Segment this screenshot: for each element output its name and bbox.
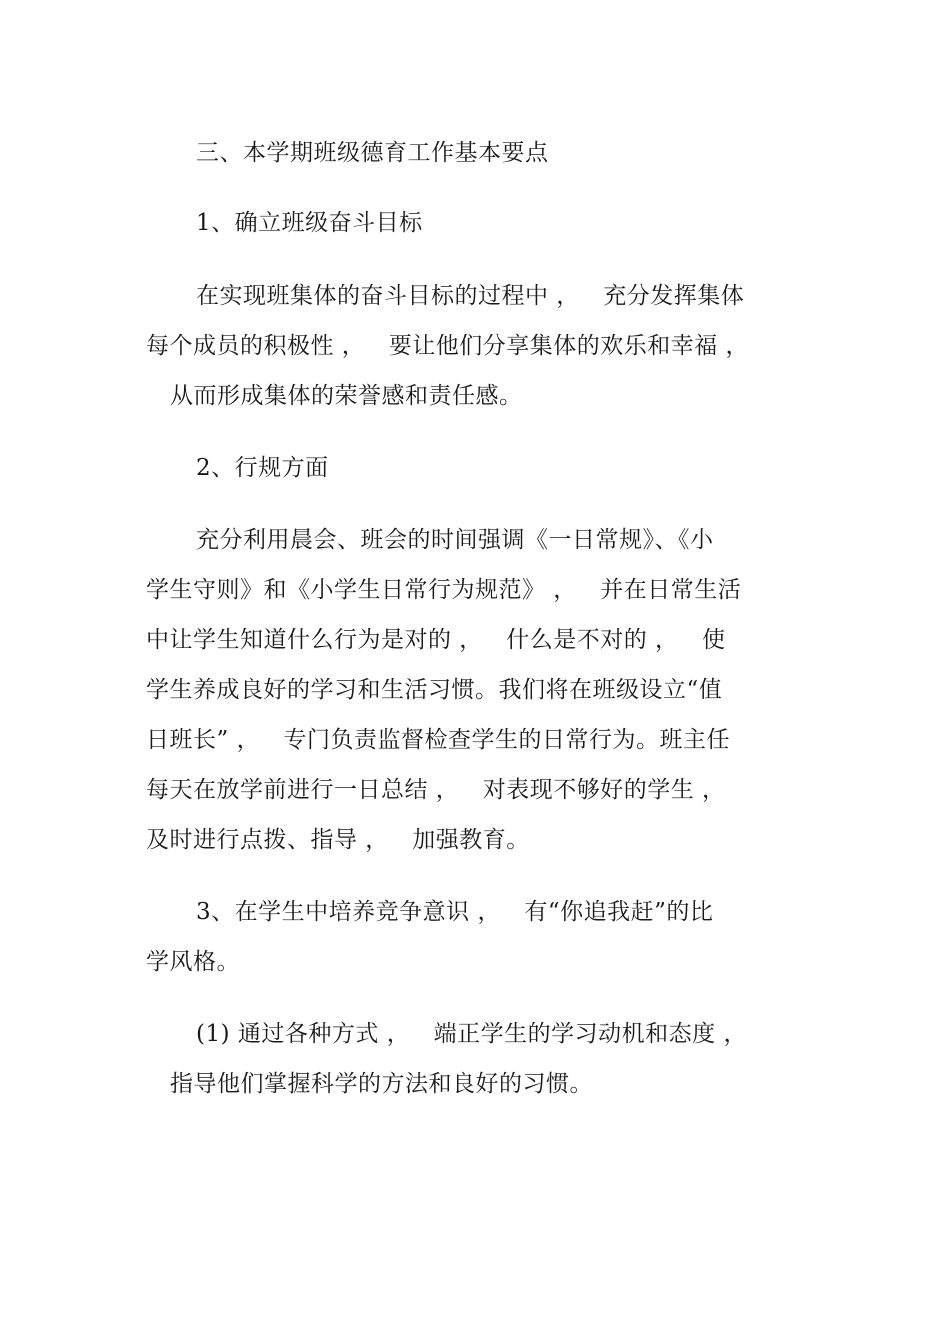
item-1-paragraph-line: 在实现班集体的奋斗目标的过程中 ， 充分发挥集体	[196, 283, 745, 309]
item-2-paragraph-line: 每天在放学前进行一日总结 ， 对表现不够好的学生 ，	[146, 777, 726, 803]
item-1-paragraph-line: 从而形成集体的荣誉感和责任感。	[170, 383, 523, 409]
item-2-paragraph-line: 及时进行点拨、指导 ， 加强教育。	[146, 827, 530, 853]
item-2-paragraph-line: 中让学生知道什么行为是对的 ， 什么是不对的 ， 使	[146, 627, 726, 653]
item-2-paragraph-line: 学生养成良好的学习和生活习惯。我们将在班级设立“值	[146, 677, 723, 703]
sub-item-1-line: (1) 通过各种方式 ， 端正学生的学习动机和态度 ，	[196, 1021, 747, 1047]
item-1-paragraph-line: 每个成员的积极性 ， 要让他们分享集体的欢乐和幸福 ，	[146, 333, 750, 359]
section-heading: 三、本学期班级德育工作基本要点	[196, 140, 549, 166]
item-1-heading: 1、确立班级奋斗目标	[196, 210, 423, 236]
item-2-paragraph-line: 学生守则》和《小学生日常行为规范》 ， 并在日常生活	[146, 577, 742, 603]
item-2-paragraph-line: 充分利用晨会、班会的时间强调《一日常规》、《小	[196, 527, 714, 553]
item-3-heading-line: 3、在学生中培养竞争意识 ， 有“你追我赶”的比	[196, 899, 714, 925]
sub-item-1-line: 指导他们掌握科学的方法和良好的习惯。	[170, 1071, 593, 1097]
item-2-heading: 2、行规方面	[196, 455, 329, 481]
item-2-paragraph-line: 日班长” ， 专门负责监督检查学生的日常行为。班主任	[146, 727, 731, 753]
item-3-heading-line: 学风格。	[146, 949, 240, 975]
